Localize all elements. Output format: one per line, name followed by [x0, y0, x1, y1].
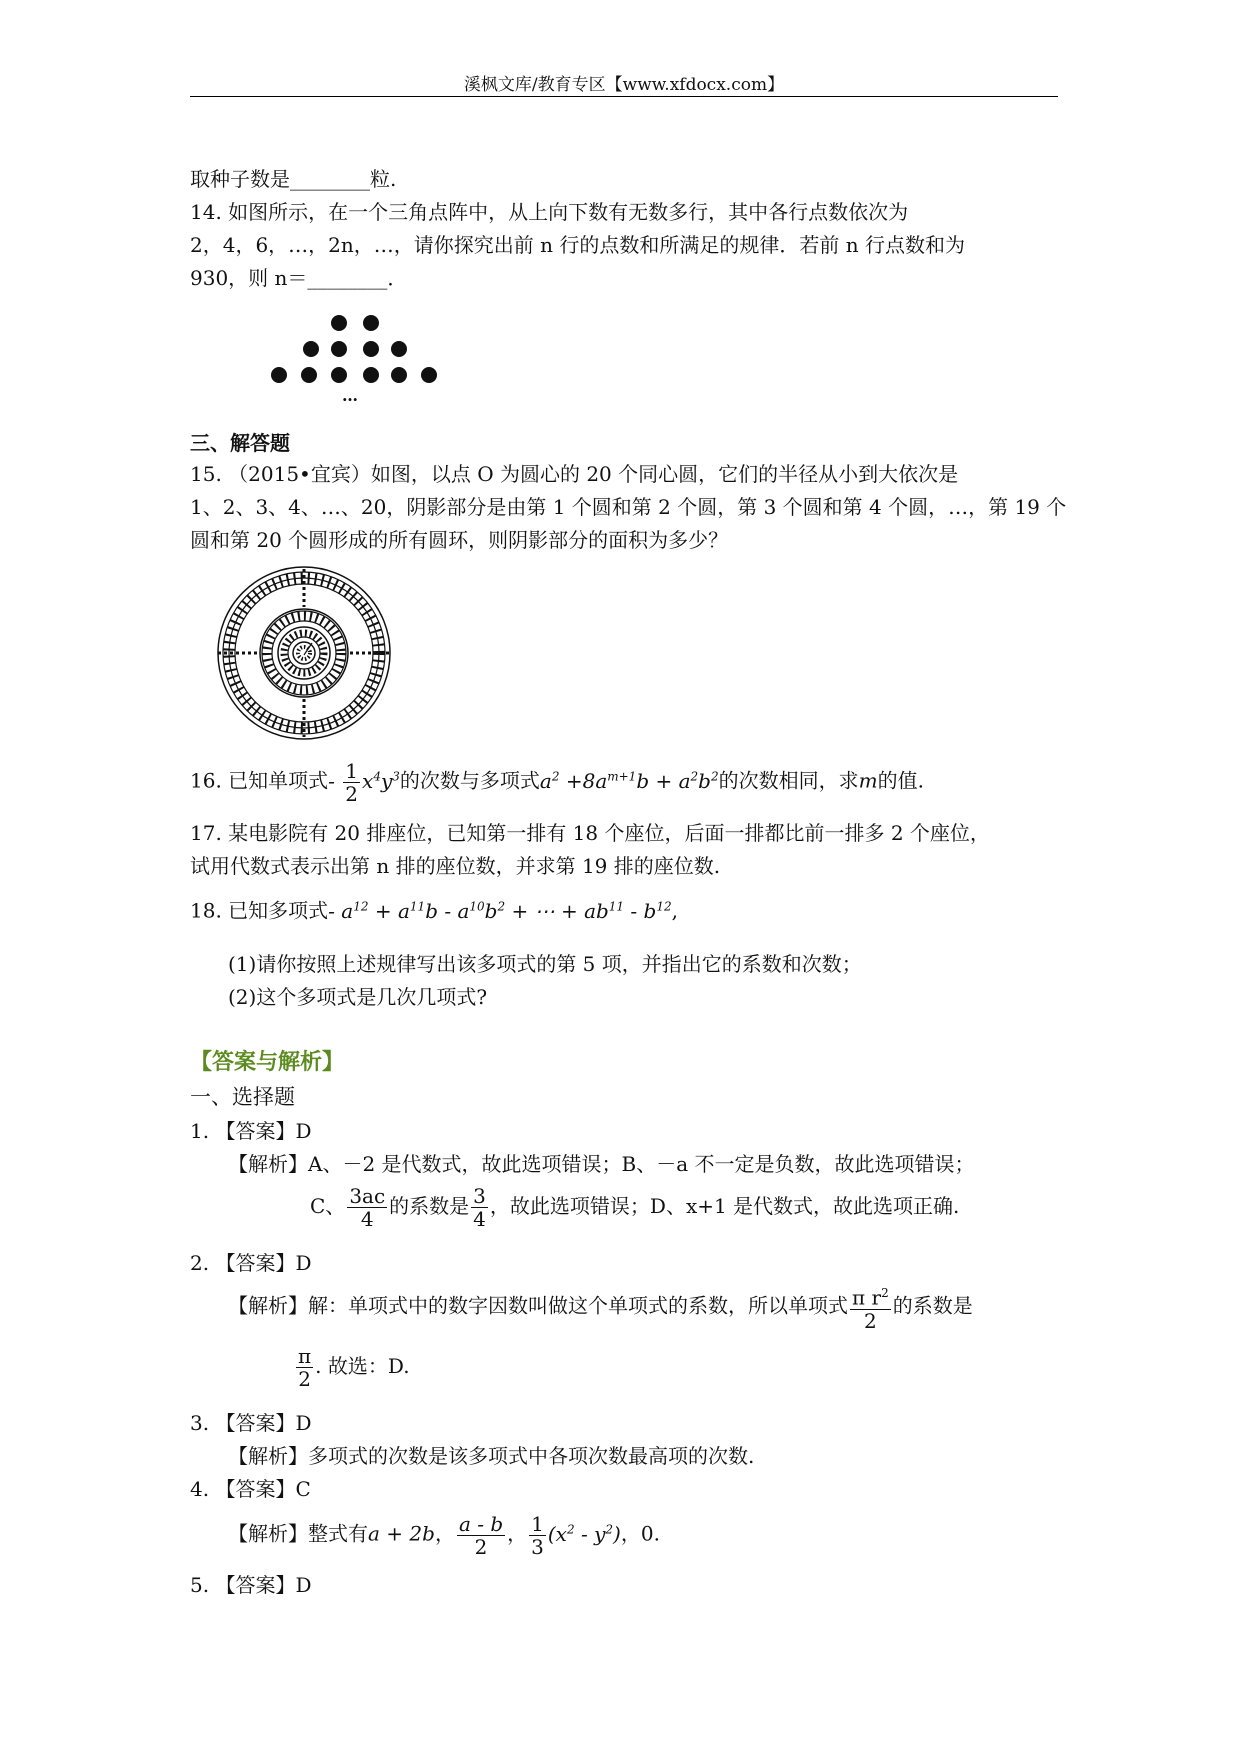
- answer-2: 2. 【答案】D: [190, 1251, 312, 1275]
- answer-2-exp2: $\frac{\pi}{2}$ . 故选：D.: [298, 1344, 410, 1391]
- answers-title: 【答案与解析】: [190, 1049, 345, 1075]
- q18-prefix: 18. 已知多项式: [190, 898, 329, 923]
- q15-line3: 圆和第 20 个圆形成的所有圆环，则阴影部分的面积为多少？: [190, 528, 729, 552]
- q18-sub2: (2)这个多项式是几次几项式?: [228, 985, 488, 1009]
- q16-var-m: m: [858, 768, 878, 793]
- q17-line2: 试用代数式表示出第 n 排的座位数，并求第 19 排的座位数.: [190, 854, 721, 878]
- q14-line2: 2，4，6，…，2n，…，请你探究出前 n 行的点数和所满足的规律．若前 n 行点数和为: [190, 233, 965, 257]
- q15-line2: 1、2、3、4、…、20，阴影部分是由第 1 个圆和第 2 个圆，第 3 个圆和第 4 个圆，…，第 19 个: [190, 495, 1067, 519]
- q16-polynomial: $a^2 +8a^{m+1}b + a^2b^2$: [539, 768, 719, 793]
- header-rule: [190, 96, 1058, 97]
- dot-triangle-figure: [262, 305, 462, 405]
- q16-monomial: - $\frac{1}{2}$ $x^4y^3$: [328, 758, 400, 806]
- q16-prefix: 16. 已知单项式: [190, 768, 329, 793]
- q13-tail: 取种子数是________粒.: [190, 167, 397, 191]
- q18-polynomial: - $a^{12} + a^{11}b - a^{10}b^2$ + ⋯ + $ab^{11} - b^{12}$: [328, 898, 672, 923]
- answer-1-exp2: C、 $\frac{3ac}{4}$ 的系数是 $\frac{3}{4}$ ，故此选项错误；D、x+1 是代数式，故此选项正确.: [310, 1184, 960, 1231]
- q14-line3: 930，则 n＝________．: [190, 266, 408, 290]
- q18-line: 18. 已知多项式- $a^{12} + a^{11}b - a^{10}b^2$ + ⋯ + $ab^{11} - b^{12}$,: [190, 898, 678, 923]
- answer-5: 5. 【答案】D: [190, 1573, 312, 1597]
- answer-1-exp2-mid: 的系数是: [389, 1194, 470, 1218]
- answer-1-exp2-pre: C、: [310, 1194, 346, 1218]
- q17-line1: 17. 某电影院有 20 排座位，已知第一排有 18 个座位，后面一排都比前一排多 2 个座位，: [190, 821, 990, 845]
- answer-4-exp: 【解析】整式有a + 2b， $\frac{a - b}{2}$ ， $\frac{1}{3}$ $(x^2 - y^2)$，0.: [228, 1511, 660, 1559]
- answer-2-exp1-text: 【解析】解：单项式中的数字因数叫做这个单项式的系数，所以单项式: [228, 1293, 848, 1318]
- answer-3: 3. 【答案】D: [190, 1411, 312, 1435]
- q16-suffix: 的次数相同，求: [718, 768, 859, 793]
- answer-2-exp1: 【解析】解：单项式中的数字因数叫做这个单项式的系数，所以单项式 $\frac{\pi r^2}{2}$ 的系数是: [228, 1282, 973, 1332]
- answer-4: 4. 【答案】C: [190, 1477, 311, 1501]
- answer-2-exp1-end: 的系数是: [892, 1293, 973, 1318]
- answers-section1: 一、选择题: [190, 1085, 295, 1109]
- page-header: 溪枫文库/教育专区【www.xfdocx.com】: [463, 75, 785, 95]
- answer-4-exp-post: ，0.: [620, 1521, 660, 1546]
- q16-end: 的值.: [877, 768, 924, 793]
- section3-title: 三、解答题: [190, 431, 290, 455]
- answer-1-exp1: 【解析】A、－2 是代数式，故此选项错误；B、－a 不一定是负数，故此选项错误；: [228, 1152, 975, 1176]
- q15-line1: 15. （2015•宜宾）如图，以点 O 为圆心的 20 个同心圆，它们的半径从小到大依次是: [190, 462, 959, 486]
- dot-figure-ellipsis: …: [342, 386, 358, 405]
- q18-sub1: (1)请你按照上述规律写出该多项式的第 5 项，并指出它的系数和次数；: [228, 952, 862, 976]
- answer-1: 1. 【答案】D: [190, 1119, 312, 1143]
- concentric-circles-figure: [208, 563, 400, 743]
- q16: [190, 756, 924, 805]
- answer-4-exp-pre: 【解析】整式有: [228, 1521, 368, 1546]
- q14-line1: 14. 如图所示，在一个三角点阵中，从上向下数有无数多行，其中各行点数依次为: [190, 200, 909, 224]
- answer-3-exp: 【解析】多项式的次数是该多项式中各项次数最高项的次数.: [228, 1444, 755, 1468]
- answer-1-exp2-post: ，故此选项错误；D、x+1 是代数式，故此选项正确.: [489, 1194, 960, 1218]
- answer-2-exp2-text: . 故选：D.: [315, 1354, 410, 1378]
- q16-mid: 的次数与多项式: [399, 768, 540, 793]
